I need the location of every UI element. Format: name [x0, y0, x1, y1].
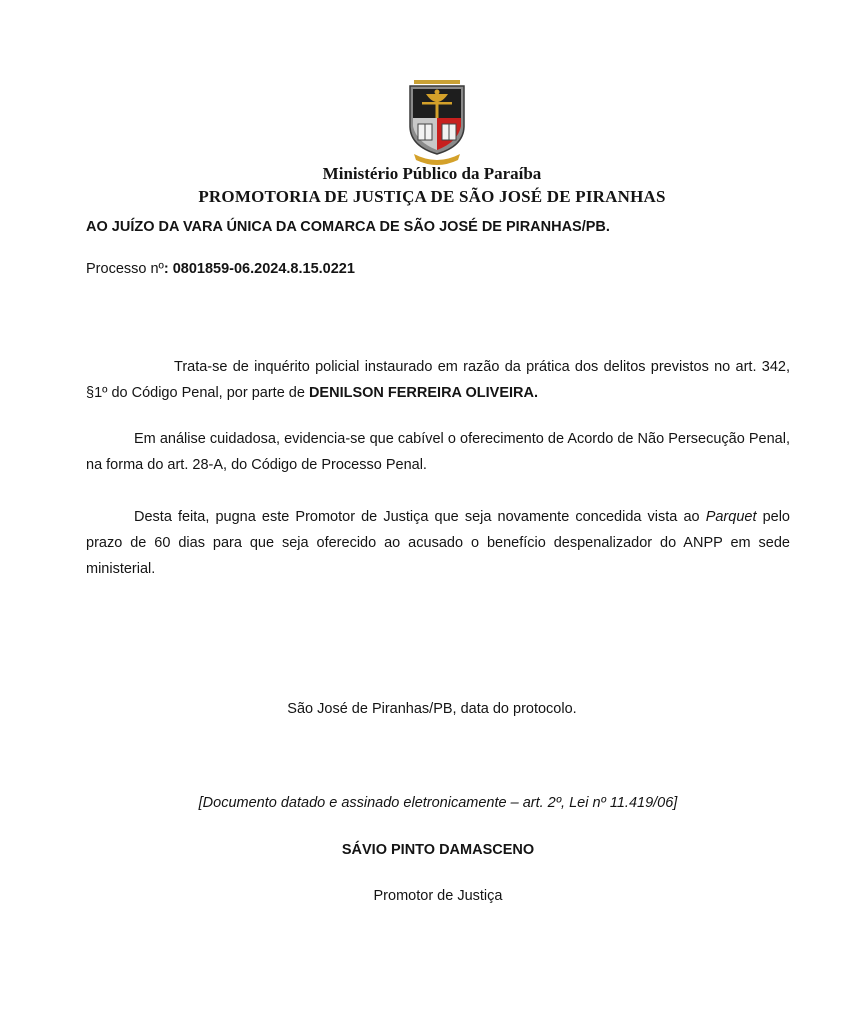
signer-name: SÁVIO PINTO DAMASCENO — [341, 842, 535, 858]
paragraph-analysis-text: Em análise cuidadosa, evidencia-se que cabível o oferecimento de Acordo de Não Persecução Penal, na forma do art. 28-A, do Código de Processo Penal. — [86, 431, 790, 473]
electronic-signature-note: [Documento datado e assinado eletronicamente – art. 2º, Lei nº 11.419/06] — [198, 795, 678, 811]
process-value: : 0801859-06.2024.8.15.0221 — [163, 261, 355, 277]
organization-subtitle: PROMOTORIA DE JUSTIÇA DE SÃO JOSÉ DE PIRANHAS — [198, 187, 666, 206]
defendant-name: DENILSON FERREIRA OLIVEIRA. — [308, 385, 539, 401]
paragraph-analysis — [86, 426, 790, 478]
paragraph-request — [86, 504, 790, 582]
process-label: Processo nº — [86, 261, 164, 277]
addressee-line: AO JUÍZO DA VARA ÚNICA DA COMARCA DE SÃO JOSÉ DE PIRANHAS/PB. — [86, 219, 610, 235]
signer-role: Promotor de Justiça — [373, 888, 503, 904]
parquet-term: Parquet — [705, 509, 757, 525]
process-number — [86, 259, 355, 279]
coat-of-arms-icon — [404, 80, 470, 166]
paragraph-inquiry-text: Trata-se de inquérito policial instaurado em razão da prática dos delitos previstos no art. 342, §1º do Código Penal, por parte de — [86, 359, 790, 401]
organization-name: Ministério Público da Paraíba — [322, 164, 542, 183]
place-and-date: São José de Piranhas/PB, data do protocolo. — [287, 701, 577, 717]
paragraph-request-text-a: Desta feita, pugna este Promotor de Justiça que seja novamente concedida vista ao — [134, 509, 706, 525]
paragraph-inquiry — [86, 354, 790, 406]
paragraph-request-text-b: pelo prazo de 60 dias para que seja oferecido ao acusado o benefício despenalizador do ANPP em sede ministerial. — [86, 509, 790, 577]
